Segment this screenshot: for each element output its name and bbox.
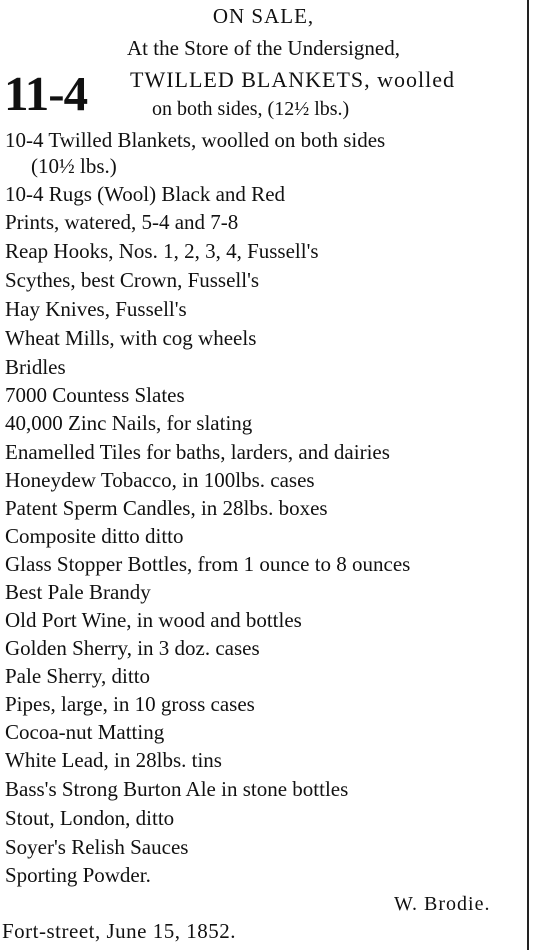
list-item: Reap Hooks, Nos. 1, 2, 3, 4, Fussell's — [5, 239, 319, 263]
column-rule — [527, 0, 529, 950]
list-item: Golden Sherry, in 3 doz. cases — [5, 636, 260, 660]
lead-item-line-2: on both sides, (12½ lbs.) — [152, 98, 350, 120]
list-item: Best Pale Brandy — [5, 580, 151, 604]
list-item: Honeydew Tobacco, in 100lbs. cases — [5, 468, 315, 492]
list-item: Prints, watered, 5-4 and 7-8 — [5, 210, 239, 234]
list-item: Old Port Wine, in wood and bottles — [5, 608, 302, 632]
list-item: Wheat Mills, with cog wheels — [5, 326, 257, 350]
list-item: White Lead, in 28lbs. tins — [5, 748, 222, 772]
lead-item-line-1: TWILLED BLANKETS, woolled — [130, 67, 455, 92]
lead-item-size: 11-4 — [4, 66, 88, 121]
heading-store: At the Store of the Undersigned, — [127, 36, 400, 60]
list-item: Soyer's Relish Sauces — [5, 835, 189, 859]
heading-on-sale: ON SALE, — [212, 4, 315, 28]
list-item: Enamelled Tiles for baths, larders, and dairies — [5, 440, 390, 464]
list-item: Composite ditto ditto — [5, 524, 184, 548]
list-item: Hay Knives, Fussell's — [5, 297, 187, 321]
list-item: 10-4 Rugs (Wool) Black and Red — [5, 182, 286, 206]
list-item: Scythes, best Crown, Fussell's — [5, 268, 260, 292]
list-item: Bridles — [5, 355, 66, 379]
list-item: Pipes, large, in 10 gross cases — [5, 692, 255, 716]
list-item: 10-4 Twilled Blankets, woolled on both sides — [5, 128, 386, 152]
list-item: 7000 Countess Slates — [5, 383, 185, 407]
signature: W. Brodie. — [394, 893, 491, 915]
list-item: 40,000 Zinc Nails, for slating — [5, 411, 253, 435]
list-item: Stout, London, ditto — [5, 806, 175, 830]
list-item: Sporting Powder. — [5, 863, 151, 887]
list-item: (10½ lbs.) — [31, 154, 117, 178]
list-item: Bass's Strong Burton Ale in stone bottles — [5, 777, 349, 801]
list-item: Cocoa-nut Matting — [5, 720, 165, 744]
list-item: Pale Sherry, ditto — [5, 664, 151, 688]
list-item: Glass Stopper Bottles, from 1 ounce to 8 ounces — [5, 552, 411, 576]
list-item: Patent Sperm Candles, in 28lbs. boxes — [5, 496, 328, 520]
dateline: Fort-street, June 15, 1852. — [2, 919, 236, 943]
